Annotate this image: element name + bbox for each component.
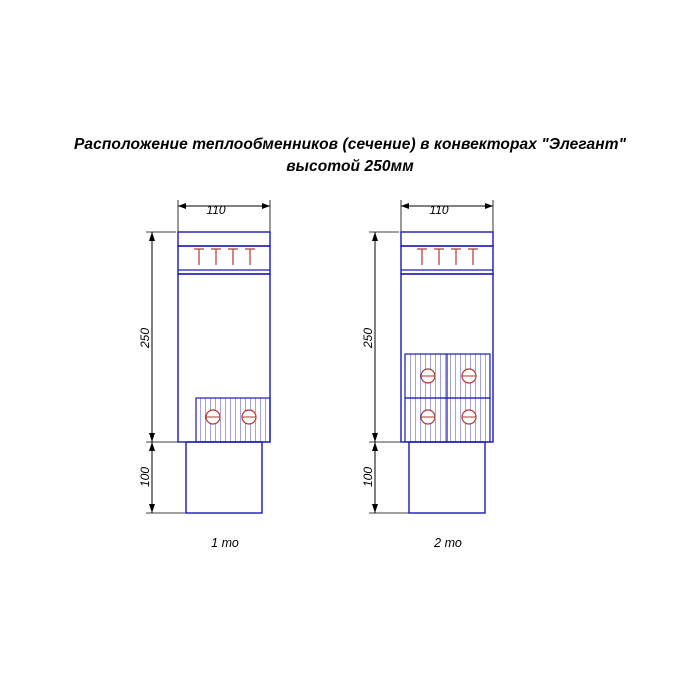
figure-1to (146, 200, 270, 513)
fig1-height-body-label: 250 (138, 327, 152, 349)
fig2-height-body-label: 250 (361, 327, 375, 349)
fig2-heat-exchanger-1 (405, 354, 490, 398)
fig2-top-cap (401, 232, 493, 274)
fig2-base (409, 442, 485, 513)
fig2-width-label: 110 (429, 203, 449, 217)
figure-2to (369, 200, 493, 513)
fig1-top-pipes (194, 249, 255, 265)
fig2-caption: 2 то (434, 536, 462, 550)
fig2-height-base-label: 100 (361, 466, 375, 488)
fig1-caption: 1 то (211, 536, 239, 550)
fig1-height-base-label: 100 (138, 466, 152, 488)
fig2-heat-exchanger-2 (405, 398, 490, 442)
fig1-width-label: 110 (206, 203, 226, 217)
title-line-2: высотой 250мм (286, 158, 414, 175)
fig2-width-dimension (401, 200, 493, 232)
fig1-heat-exchanger-1 (196, 398, 270, 442)
fig1-top-cap (178, 232, 270, 274)
fig1-base (186, 442, 262, 513)
fig1-width-dimension (178, 200, 270, 232)
title-line-1: Расположение теплообменников (сечение) в конвекторах "Элегант" (73, 136, 627, 153)
fig2-top-pipes (417, 249, 478, 265)
